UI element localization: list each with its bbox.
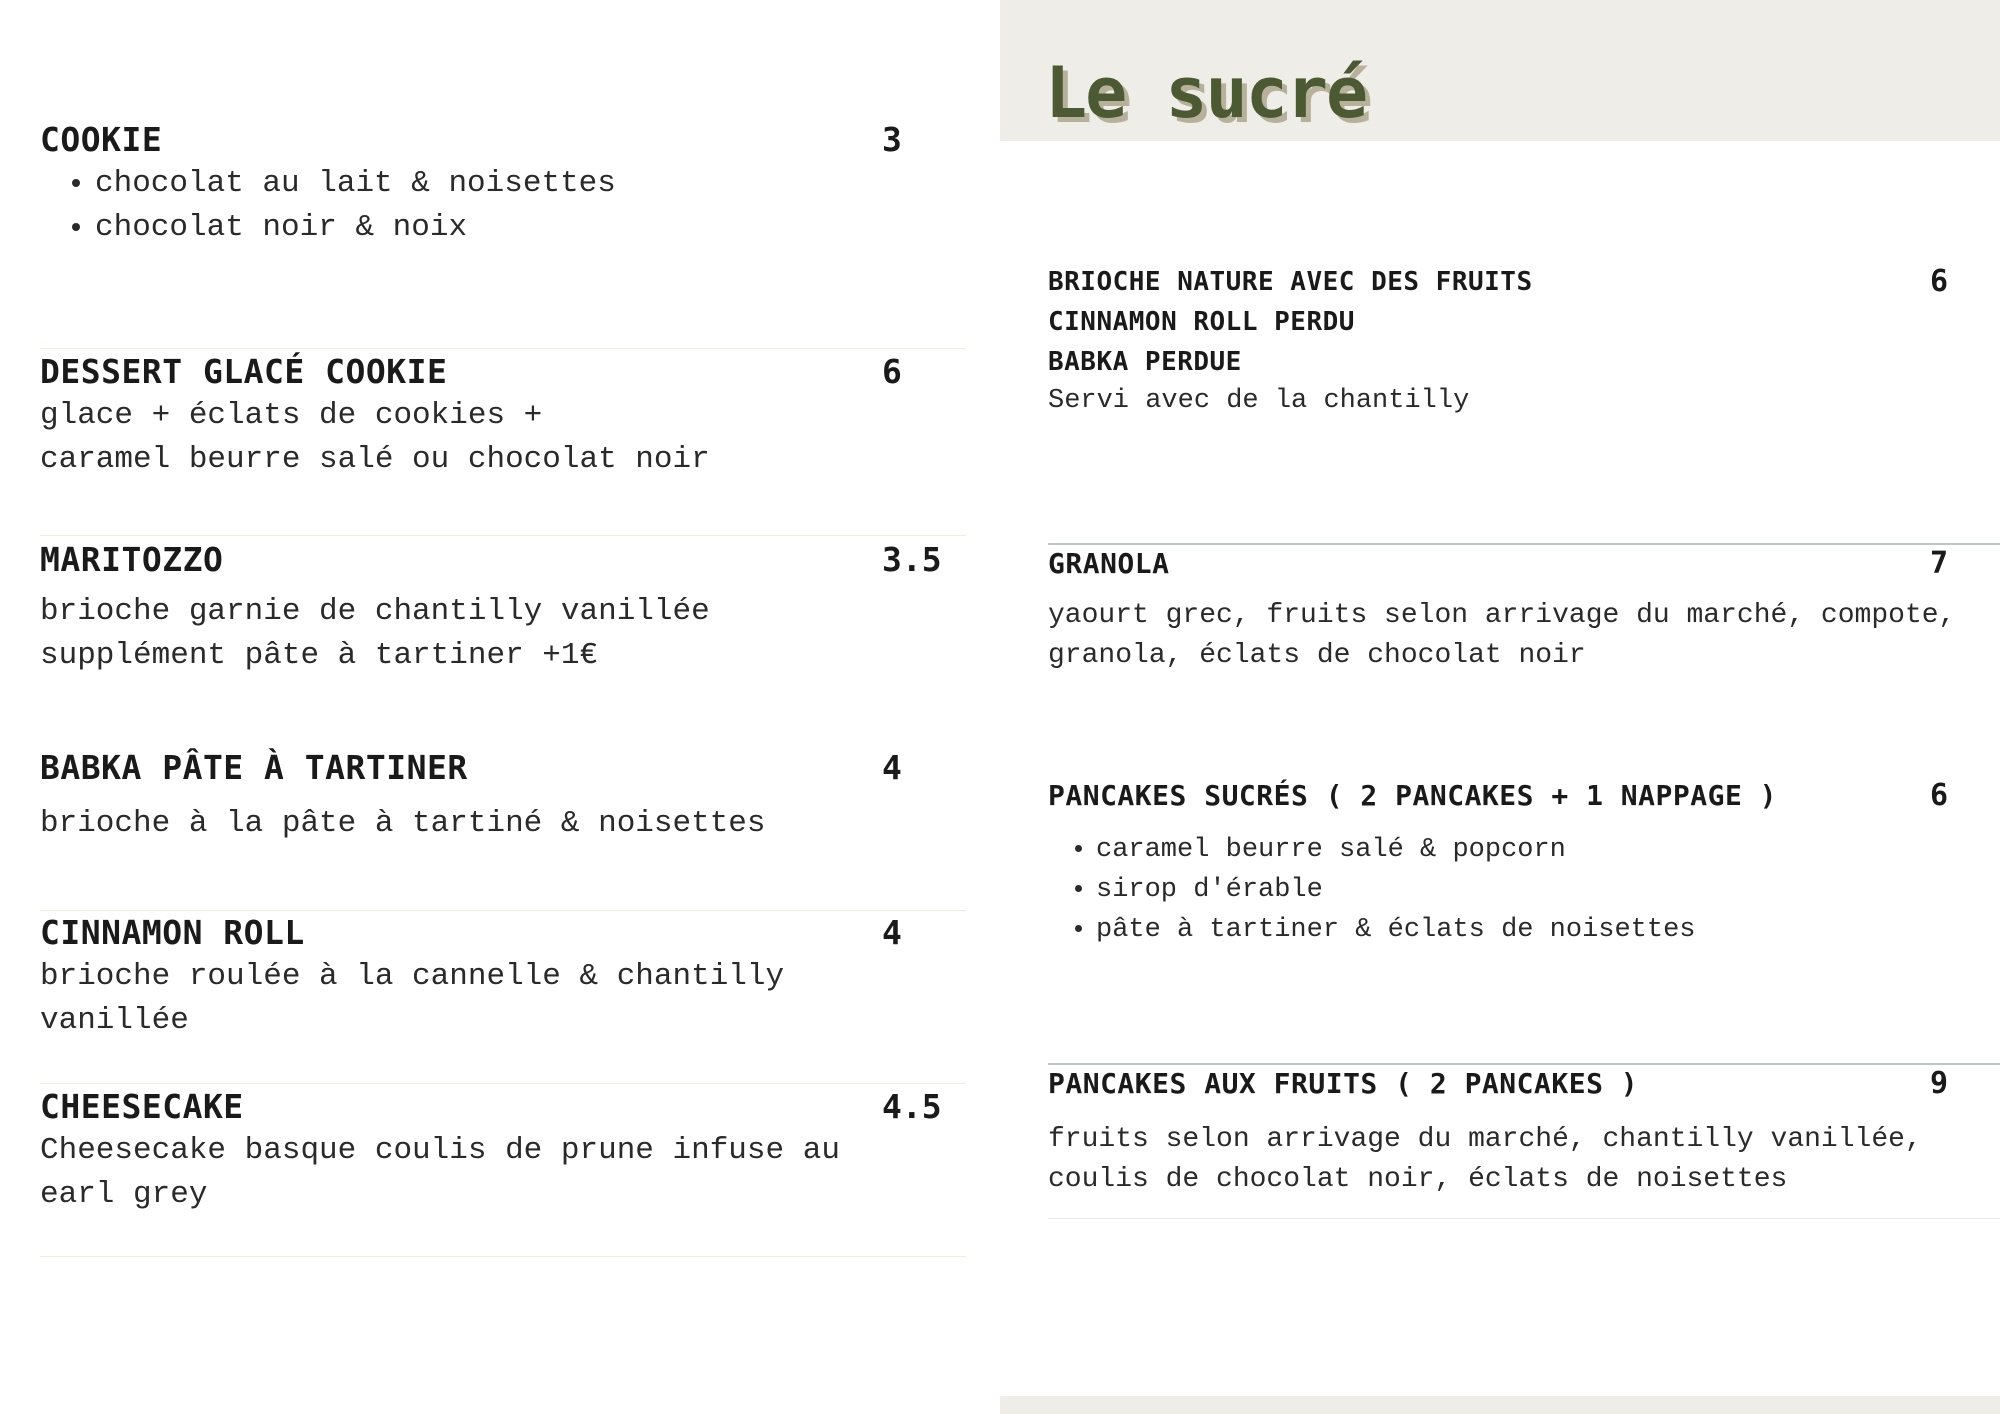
item-price: 3 [882,120,902,159]
item-name: BABKA PERDUE [1048,347,1242,377]
divider [40,348,966,349]
item-description: Cheesecake basque coulis de prune infuse au earl grey [40,1133,840,1212]
list-item: • chocolat noir & noix [95,206,966,250]
item-description: brioche garnie de chantilly vanillée supplément pâte à tartiner +1€ [40,594,710,673]
item-price: 6 [1930,778,1949,813]
item-price: 4 [882,748,902,787]
item-name: COOKIE [40,120,163,159]
item-price: 7 [1930,546,1949,581]
divider [40,1083,966,1084]
menu-item-cinnamon-roll [40,911,966,1043]
menu-item-pancakes-sucres [1048,776,1968,950]
menu-item-babka [40,746,966,846]
footer-band [1000,1396,2000,1414]
menu-item-cookie [40,118,966,250]
item-description: brioche roulée à la cannelle & chantilly vanillée [40,959,785,1038]
item-name: BABKA PÂTE À TARTINER [40,748,468,787]
item-name: CHEESECAKE [40,1087,244,1126]
menu-item-brioche-perdue [1048,262,1968,420]
list-item: • chocolat au lait & noisettes [95,162,966,206]
item-price: 4 [882,913,902,952]
menu-item-dessert-glace-cookie [40,350,966,482]
item-name: DESSERT GLACÉ COOKIE [40,352,448,391]
item-description: brioche à la pâte à tartiné & noisettes [40,806,766,841]
item-price: 6 [1930,264,1949,299]
menu-item-cheesecake [40,1085,966,1217]
item-name: GRANOLA [1048,547,1170,580]
item-description: Servi avec de la chantilly [1048,386,1470,416]
item-price: 4.5 [882,1087,942,1126]
divider [1048,1218,2000,1219]
list-item: • sirop d'érable [1096,870,1968,910]
item-options [1048,830,1968,950]
item-name: PANCAKES SUCRÉS ( 2 PANCAKES + 1 NAPPAGE ) [1048,779,1778,812]
item-name: BRIOCHE NATURE AVEC DES FRUITS [1048,267,1533,297]
menu-item-pancakes-fruits [1048,1064,1968,1200]
list-item: • caramel beurre salé & popcorn [1096,830,1968,870]
item-description: yaourt grec, fruits selon arrivage du marché, compote, granola, éclats de chocolat noir [1048,600,1956,671]
item-name: PANCAKES AUX FRUITS ( 2 PANCAKES ) [1048,1067,1639,1100]
item-options [40,162,966,250]
item-name: CINNAMON ROLL [40,913,305,952]
item-price: 6 [882,352,902,391]
item-name: CINNAMON ROLL PERDU [1048,307,1355,337]
item-price: 3.5 [882,540,942,579]
menu-item-granola [1048,544,1968,676]
menu-item-maritozzo [40,538,966,678]
item-description: fruits selon arrivage du marché, chantilly vanillée, coulis de chocolat noir, éclats de noisettes [1048,1124,1922,1195]
divider [40,535,966,536]
item-price: 9 [1930,1066,1949,1101]
item-description: glace + éclats de cookies + caramel beurre salé ou chocolat noir [40,398,710,477]
list-item: • pâte à tartiner & éclats de noisettes [1096,910,1968,950]
page-title: Le sucré [1045,52,1367,134]
item-name: MARITOZZO [40,540,224,579]
divider [40,1256,966,1257]
